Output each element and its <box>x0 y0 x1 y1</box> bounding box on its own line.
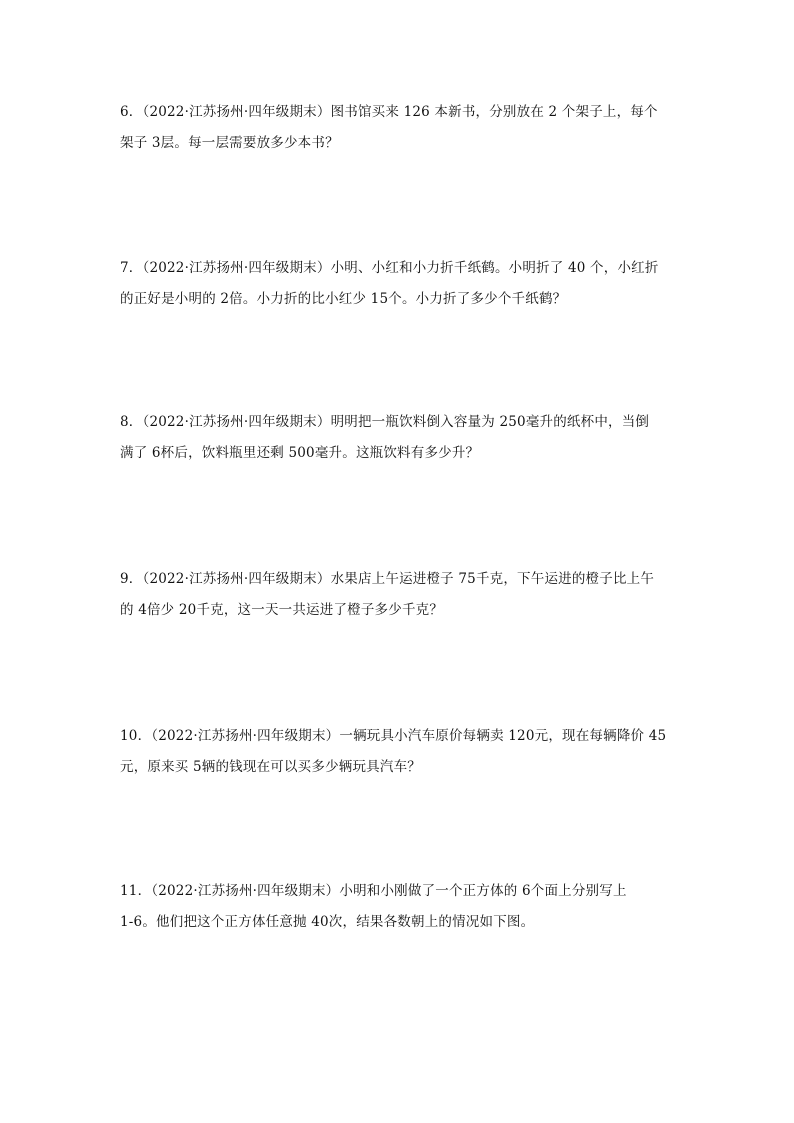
question-9 <box>120 564 680 626</box>
question-9-line-2: 的 4倍少 20千克，这一天一共运进了橙子多少千克？ <box>120 602 444 618</box>
question-10 <box>120 721 680 783</box>
question-7-line-1: 7．（2022·江苏扬州·四年级期末）小明、小红和小力折千纸鹤。小明折了 40 个，小红折 <box>120 260 659 276</box>
question-11-line-1: 11．（2022·江苏扬州·四年级期末）小明和小刚做了一个正方体的 6个面上分别写上 <box>120 883 627 899</box>
question-8-line-2: 满了 6杯后，饮料瓶里还剩 500毫升。这瓶饮料有多少升？ <box>120 445 480 461</box>
question-10-line-1: 10．（2022·江苏扬州·四年级期末）一辆玩具小汽车原价每辆卖 120元，现在每辆降价 45 <box>120 728 667 744</box>
question-6-line-2: 架子 3层。每一层需要放多少本书？ <box>120 135 339 151</box>
question-7-line-2: 的正好是小明的 2倍。小力折的比小红少 15个。小力折了多少个千纸鹤？ <box>120 291 567 307</box>
question-6 <box>120 97 680 159</box>
question-7 <box>120 253 680 315</box>
question-8-line-1: 8．（2022·江苏扬州·四年级期末）明明把一瓶饮料倒入容量为 250毫升的纸杯中，当倒 <box>120 414 650 430</box>
question-10-line-2: 元，原来买 5辆的钱现在可以买多少辆玩具汽车？ <box>120 759 421 775</box>
question-6-line-1: 6．（2022·江苏扬州·四年级期末）图书馆买来 126 本新书，分别放在 2 个架子上，每个 <box>120 104 658 120</box>
question-9-line-1: 9．（2022·江苏扬州·四年级期末）水果店上午运进橙子 75千克，下午运进的橙子比上午 <box>120 571 655 587</box>
question-8 <box>120 407 680 469</box>
question-11-line-2: 1-6。他们把这个正方体任意抛 40次，结果各数朝上的情况如下图。 <box>120 914 535 930</box>
question-11 <box>120 876 680 938</box>
